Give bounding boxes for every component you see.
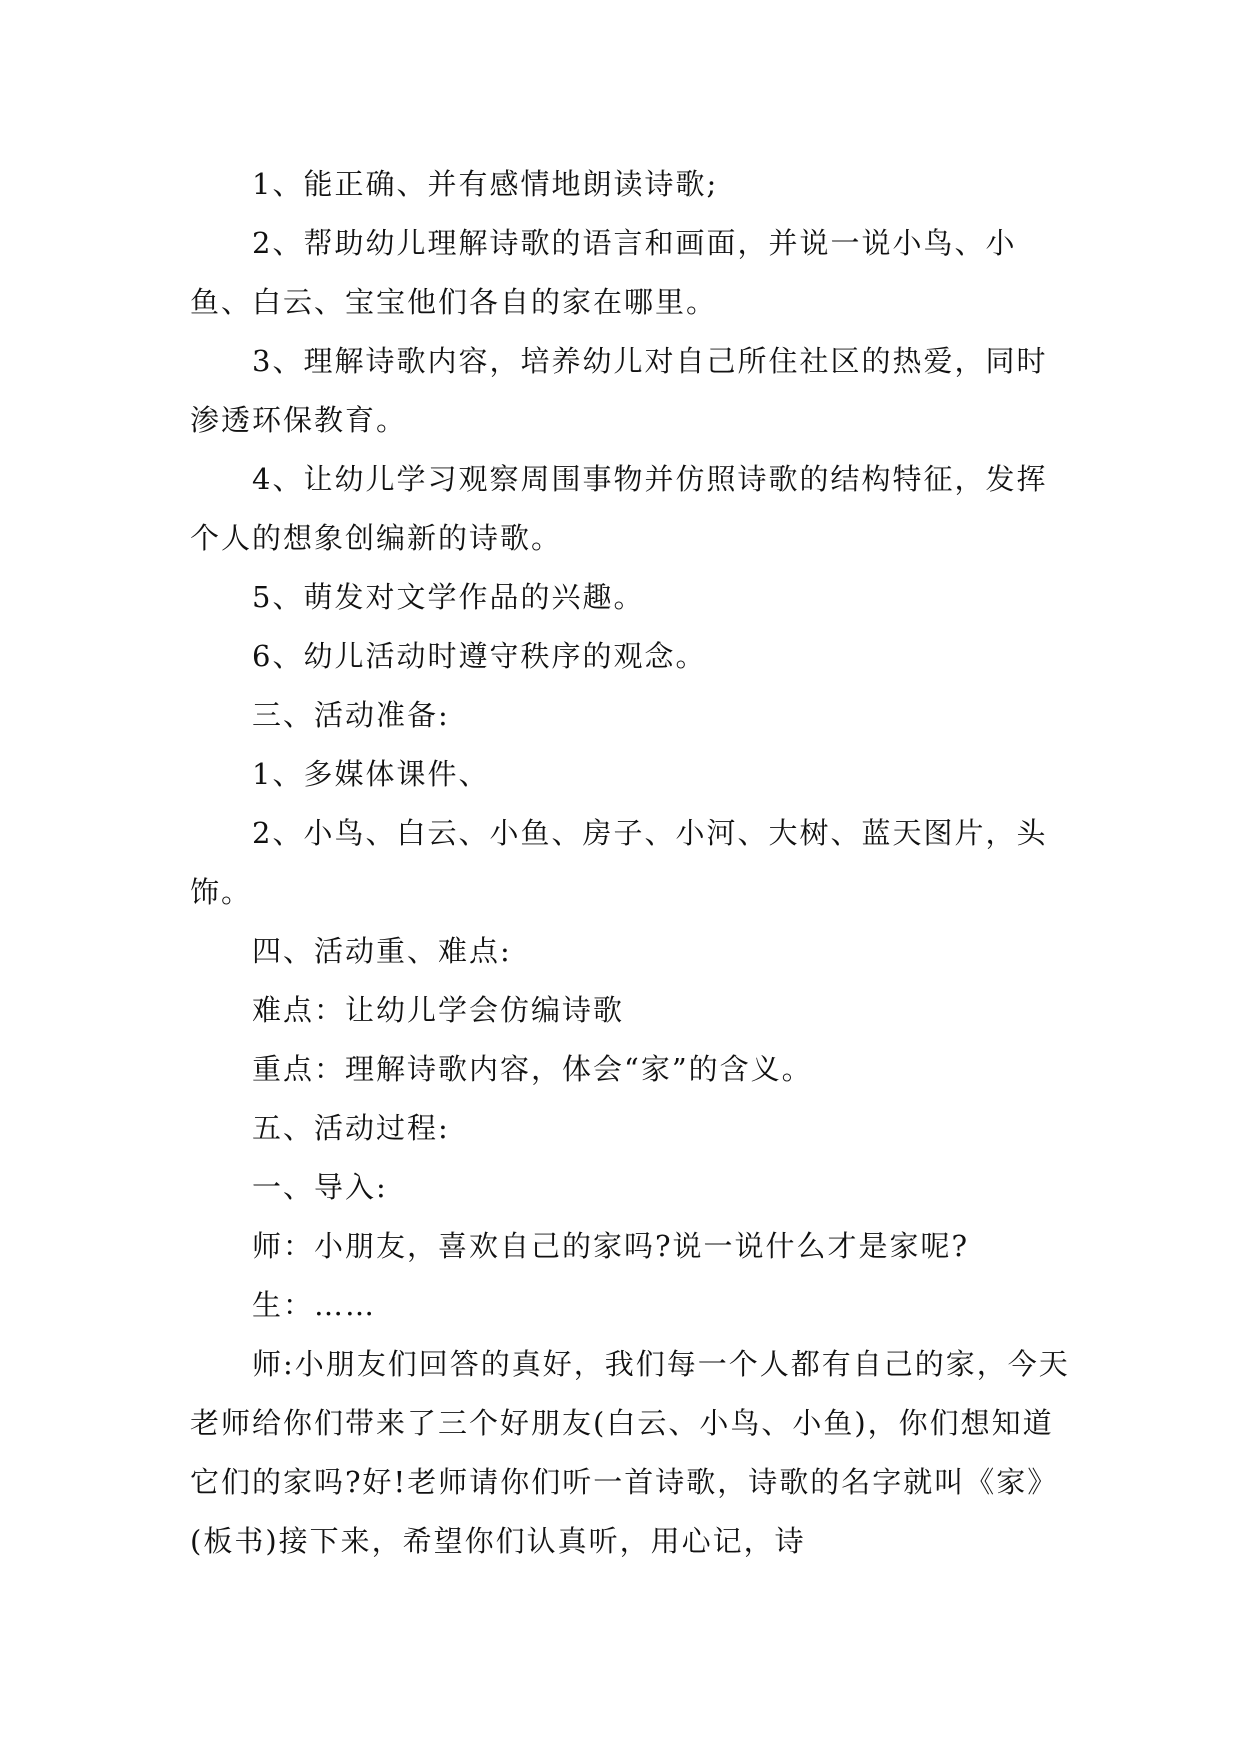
key-point: 重点：理解诗歌内容，体会“家”的含义。 [252,1052,813,1086]
section-heading-preparation: 三、活动准备: [252,698,450,732]
objective-5: 5、萌发对文学作品的兴趣。 [252,580,645,614]
dialogue-student-1: 生：…… [252,1288,377,1322]
subsection-heading-intro: 一、导入: [252,1170,388,1204]
objective-4: 4、让幼儿学习观察周围事物并仿照诗歌的结构特征，发挥个人的想象创编新的诗歌。 [190,462,1048,555]
dialogue-teacher-1: 师：小朋友，喜欢自己的家吗?说一说什么才是家呢? [252,1229,970,1263]
objective-6: 6、幼儿活动时遵守秩序的观念。 [252,639,707,673]
section-heading-process: 五、活动过程: [252,1111,450,1145]
preparation-1: 1、多媒体课件、 [252,757,490,791]
difficult-point: 难点：让幼儿学会仿编诗歌 [252,993,625,1027]
objective-1: 1、能正确、并有感情地朗读诗歌; [252,167,719,201]
objective-2: 2、帮助幼儿理解诗歌的语言和画面，并说一说小鸟、小鱼、白云、宝宝他们各自的家在哪里。 [190,226,1017,319]
section-heading-key-points: 四、活动重、难点: [252,934,512,968]
objective-3: 3、理解诗歌内容，培养幼儿对自己所住社区的热爱，同时渗透环保教育。 [190,344,1048,437]
preparation-2: 2、小鸟、白云、小鱼、房子、小河、大树、蓝天图片，头饰。 [190,816,1048,909]
dialogue-teacher-2: 师:小朋友们回答的真好，我们每一个人都有自己的家，今天老师给你们带来了三个好朋友(白云、小鸟、小鱼)，你们想知道它们的家吗?好!老师请你们听一首诗歌，诗歌的名字就叫《家》(板书)接下来，希望你们认真听，用心记，诗 [190,1347,1070,1558]
document-body [190,155,1070,1571]
